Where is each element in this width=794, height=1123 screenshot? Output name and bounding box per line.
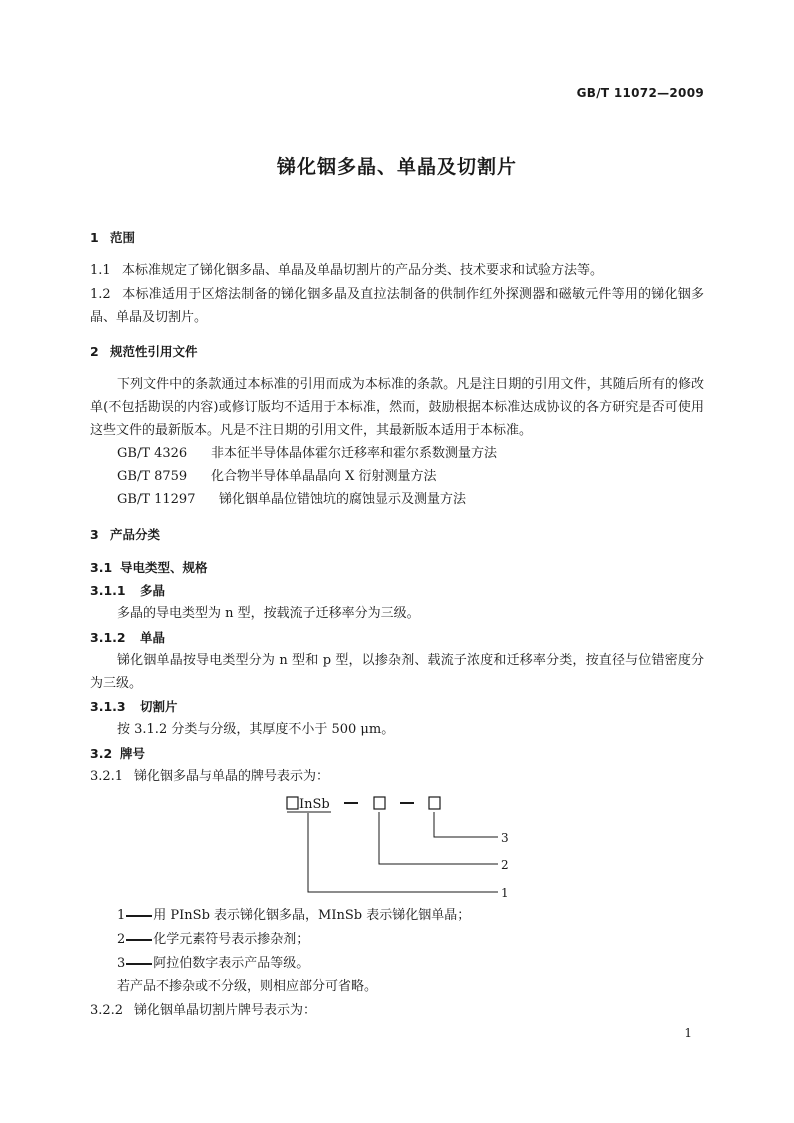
reference-code: GB/T 11297 (117, 492, 196, 507)
section-number: 3.1.3 (90, 699, 126, 714)
section-3-1-heading (90, 559, 208, 577)
legend-item (117, 907, 470, 925)
legend-number: 3 (117, 956, 126, 971)
legend-text: 阿拉伯数字表示产品等级。 (153, 956, 310, 971)
section-title: 范围 (110, 230, 136, 245)
legend-number: 2 (117, 932, 126, 947)
clause-text: 锑化铟单晶切割片牌号表示为： (134, 1003, 317, 1018)
clause-text: 本标准适用于区熔法制备的锑化铟多晶及直拉法制备的供制作红外探测器和磁敏元件等用的锑化铟多晶、单晶及切割片。 (90, 287, 704, 325)
monocrystal-text: 锑化铟单晶按导电类型分为 n 型和 p 型，以掺杂剂、载流子浓度和迁移率分类，按直径与位错密度分为三级。 (90, 653, 704, 691)
clause-number: 1.1 (90, 263, 111, 278)
clause-1-2 (90, 283, 704, 329)
clause-3-2-1 (90, 768, 329, 786)
legend-item (117, 955, 309, 973)
page-title: 锑化铟多晶、单晶及切割片 (276, 156, 517, 178)
designation-box-1 (287, 797, 298, 809)
section-1-heading (90, 229, 135, 247)
polycrystal-text: 多晶的导电类型为 n 型，按载流子迁移率分为三级。 (117, 606, 420, 621)
clause-text: 本标准规定了锑化铟多晶、单晶及单晶切割片的产品分类、技术要求和试验方法等。 (122, 263, 604, 278)
section-number: 3 (90, 527, 99, 542)
legend-text: 用 PInSb 表示锑化铟多晶，MInSb 表示锑化铟单晶； (153, 908, 471, 923)
clause-number: 3.2.2 (90, 1003, 124, 1018)
leader-label-1: 1 (501, 886, 509, 900)
wafer-text: 按 3.1.2 分类与分级，其厚度不小于 500 μm。 (117, 722, 395, 737)
section-title: 产品分类 (110, 527, 161, 542)
legend-number: 1 (117, 908, 126, 923)
section-3-1-1-heading (90, 582, 165, 600)
designation-base: InSb (299, 797, 330, 812)
legend-dash (126, 915, 152, 917)
section-title: 规范性引用文件 (110, 344, 198, 359)
section-number: 1 (90, 230, 99, 245)
legend-item (117, 931, 309, 949)
section-number: 3.1.2 (90, 630, 126, 645)
section-number: 3.1.1 (90, 583, 126, 598)
clause-number: 1.2 (90, 287, 111, 302)
designation-box-2 (374, 797, 385, 809)
reference-item (117, 491, 466, 509)
section-title: 切割片 (140, 699, 178, 714)
section-title: 导电类型、规格 (120, 560, 208, 575)
reference-title: 非本征半导体晶体霍尔迁移率和霍尔系数测量方法 (211, 446, 498, 461)
clause-text: 锑化铟多晶与单晶的牌号表示为： (134, 769, 330, 784)
section-3-2-heading (90, 745, 145, 763)
leader-label-2: 2 (501, 858, 509, 872)
section-title: 多晶 (140, 583, 166, 598)
reference-title: 化合物半导体单晶晶向 X 衍射测量方法 (211, 469, 437, 484)
section-2-heading (90, 343, 198, 361)
section-title: 单晶 (140, 630, 166, 645)
section-title: 牌号 (120, 746, 146, 761)
clause-number: 3.2.1 (90, 769, 124, 784)
reference-item (117, 468, 437, 486)
standard-code: GB/T 11072—2009 (576, 86, 704, 100)
section-3-1-3-heading (90, 698, 178, 716)
reference-item (117, 445, 497, 463)
designation-note: 若产品不掺杂或不分级，则相应部分可省略。 (117, 979, 378, 994)
legend-text: 化学元素符号表示掺杂剂； (153, 932, 310, 947)
section-3-heading (90, 526, 160, 544)
section-number: 3.1 (90, 560, 113, 575)
reference-code: GB/T 8759 (117, 469, 188, 484)
leader-line-1 (308, 813, 498, 892)
leader-label-3: 3 (501, 831, 509, 845)
reference-code: GB/T 4326 (117, 446, 188, 461)
legend-dash (126, 963, 152, 965)
leader-line-3 (434, 812, 498, 837)
section-3-1-2-heading (90, 629, 165, 647)
section-number: 2 (90, 344, 99, 359)
leader-line-2 (379, 812, 498, 864)
references-intro: 下列文件中的条款通过本标准的引用而成为本标准的条款。凡是注日期的引用文件，其随后所有的修改单(不包括勘误的内容)或修订版均不适用于本标准，然而，鼓励根据本标准达成协议的各方研究是否可使用这些文件的最新版本。凡是不注日期的引用文件，其最新版本适用于本标准。 (90, 377, 704, 438)
reference-title: 锑化铟单晶位错蚀坑的腐蚀显示及测量方法 (219, 492, 467, 507)
clause-3-2-2 (90, 1002, 316, 1020)
designation-box-3 (429, 797, 440, 809)
page-number: 1 (684, 1026, 692, 1040)
clause-1-1 (90, 262, 603, 280)
section-number: 3.2 (90, 746, 113, 761)
legend-dash (126, 939, 152, 941)
